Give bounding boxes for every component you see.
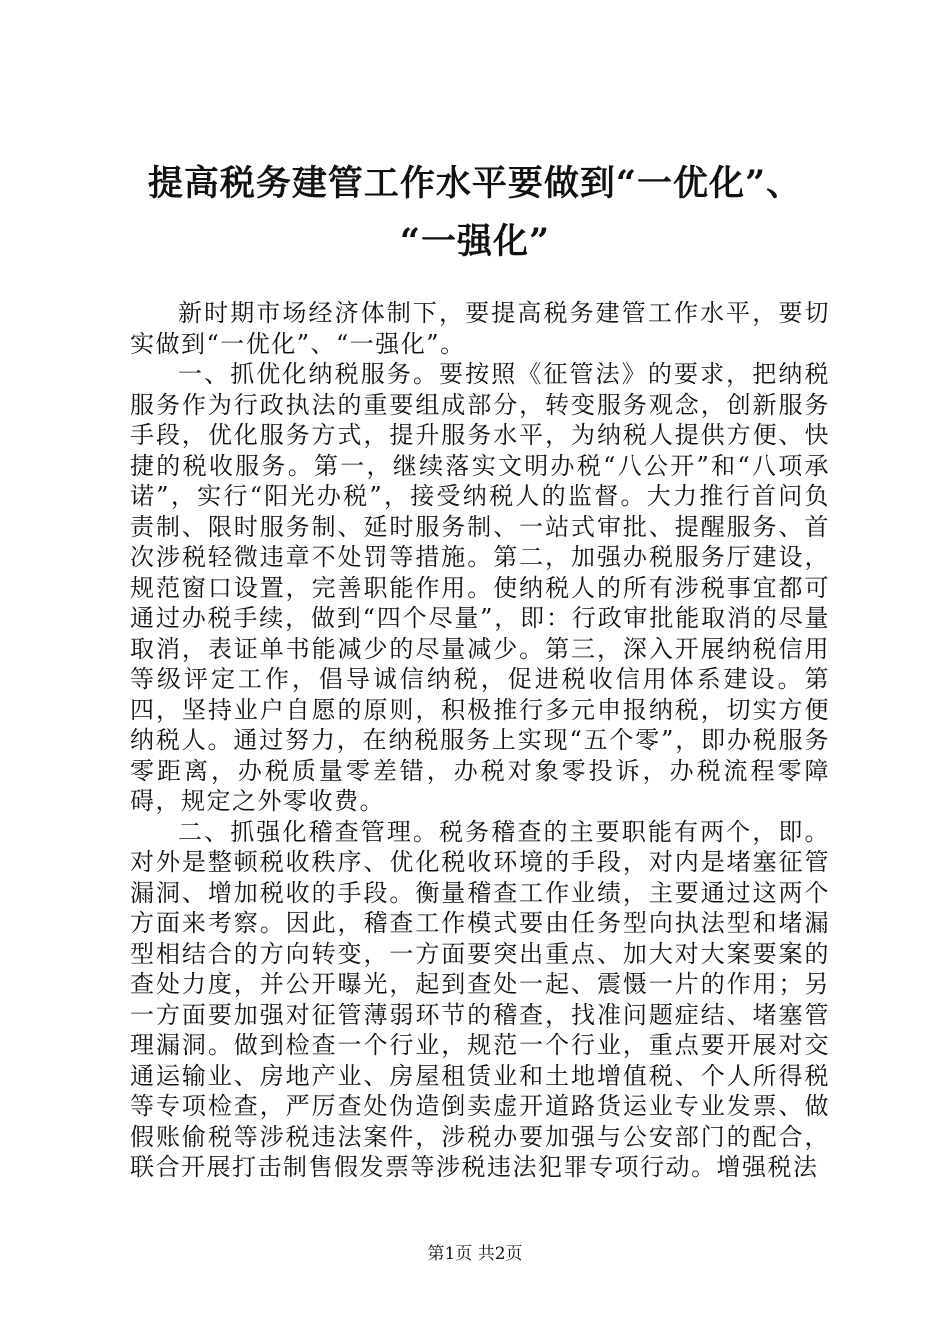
- paragraph-section-1: 一、抓优化纳税服务。要按照《征管法》的要求，把纳税服务作为行政执法的重要组成部分，转变服务观念，创新服务手段，优化服务方式，提升服务水平，为纳税人提供方便、快捷的税收服务。第一，继续落实文明办税“八公开”和“八项承诺”，实行“阳光办税”，接受纳税人的监督。大力推行首问负责制、限时服务制、延时服务制、一站式审批、提醒服务、首次涉税轻微违章不处罚等措施。第二，加强办税服务厅建设，规范窗口设置，完善职能作用。使纳税人的所有涉税事宜都可通过办税手续，做到“四个尽量”，即：行政审批能取消的尽量取消，表证单书能减少的尽量减少。第三，深入开展纳税信用等级评定工作，倡导诚信纳税，促进税收信用体系建设。第四，坚持业户自愿的原则，积极推行多元申报纳税，切实方便纳税人。通过努力，在纳税服务上实现“五个零”，即办税服务零距离，办税质量零差错，办税对象零投诉，办税流程零障碍，规定之外零收费。: [130, 360, 830, 815]
- paragraph-section-2: 二、抓强化稽查管理。税务稽查的主要职能有两个，即。对外是整顿税收秩序、优化税收环境的手段，对内是堵塞征管漏洞、增加税收的手段。衡量稽查工作业绩，主要通过这两个方面来考察。因此，稽查工作模式要由任务型向执法型和堵漏型相结合的方向转变，一方面要突出重点、加大对大案要案的查处力度，并公开曝光，起到查处一起、震慑一片的作用；另一方面要加强对征管薄弱环节的稽查，找准问题症结、堵塞管理漏洞。做到检查一个行业，规范一个行业，重点要开展对交通运输业、房地产业、房屋租赁业和土地增值税、个人所得税等专项检查，严厉查处伪造倒卖虚开道路货运业专业发票、做假账偷税等涉税违法案件，涉税办要加强与公安部门的配合，联合开展打击制售假发票等涉税违法犯罪专项行动。增强税法: [130, 817, 830, 1181]
- document-title-line-2: “一强化”: [399, 221, 551, 262]
- document-title-line-1: 提高税务建管工作水平要做到“一优化”、: [147, 163, 803, 204]
- page-indicator: 第1页 共2页: [427, 1244, 523, 1264]
- paragraph-intro: 新时期市场经济体制下，要提高税务建管工作水平，要切实做到“一优化”、“一强化”。: [130, 299, 830, 358]
- document-body: [130, 298, 830, 1183]
